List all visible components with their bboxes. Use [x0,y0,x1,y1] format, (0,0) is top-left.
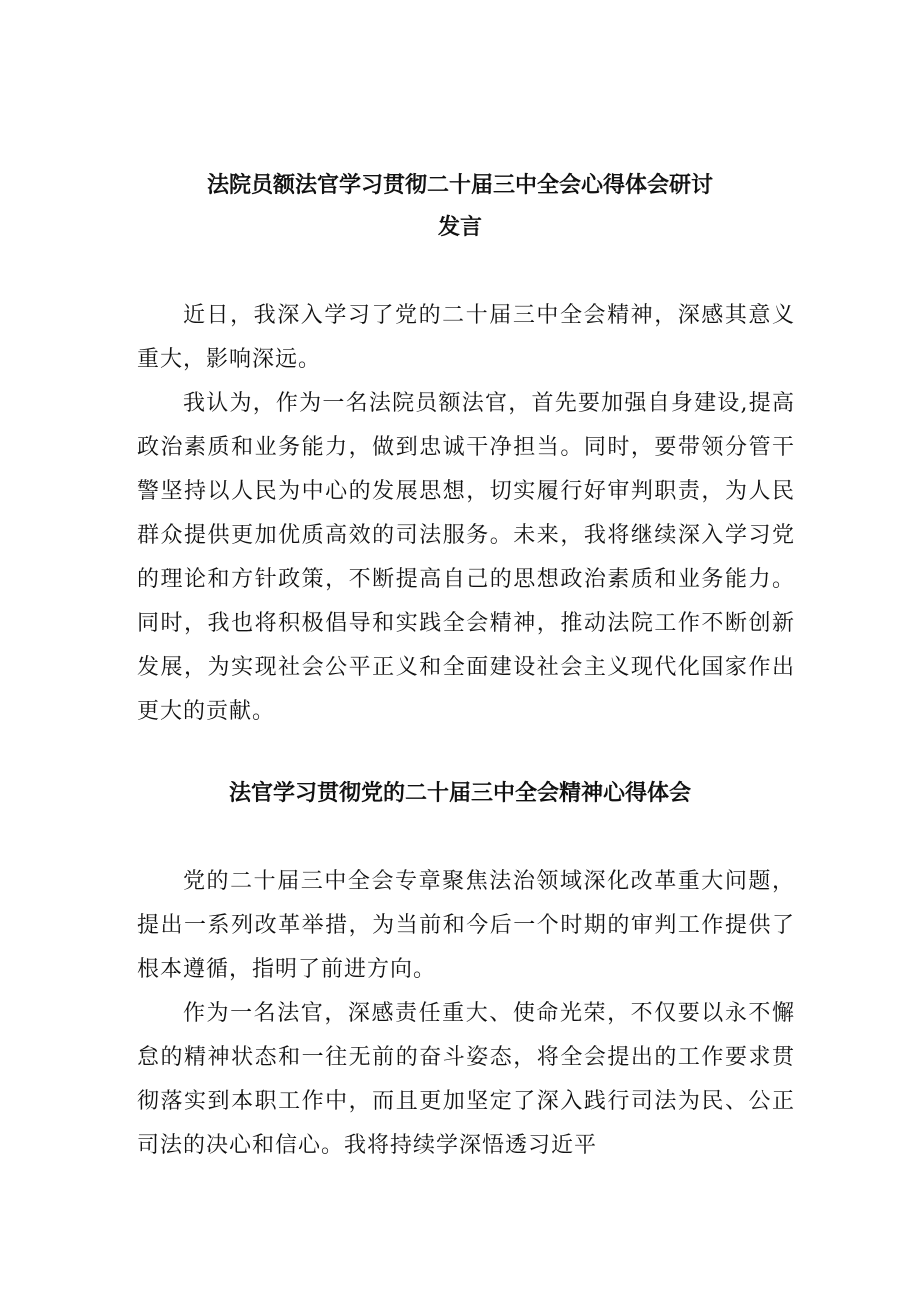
doc2-paragraph-2: 作为一名法官，深感责任重大、使命光荣，不仅要以永不懈怠的精神状态和一往无前的奋斗姿态，将全会提出的工作要求贯彻落实到本职工作中，而且更加坚定了深入践行司法为民、公正司法的决心和信心。我将持续学深悟透习近平 [137,1001,795,1158]
doc1-body [137,294,795,734]
doc1-paragraph-1: 近日，我深入学习了党的二十届三中全会精神，深感其意义重大，影响深远。 [137,303,795,372]
doc1-title-line1: 法院员额法官学习贯彻二十届三中全会心得体会研讨 [206,173,713,198]
doc2-body [137,860,795,1168]
doc1-paragraph-2: 我认为，作为一名法院员额法官，首先要加强自身建设,提高政治素质和业务能力，做到忠诚干净担当。同时，要带领分管干警坚持以人民为中心的发展思想，切实履行好审判职责，为人民群众提供更加优质高效的司法服务。未来，我将继续深入学习党的理论和方针政策，不断提高自己的思想政治素质和业务能力。同时，我也将积极倡导和实践全会精神，推动法院工作不断创新发展，为实现社会公平正义和全面建设社会主义现代化国家作出更大的贡献。 [137,391,795,724]
doc2-paragraph-1: 党的二十届三中全会专章聚焦法治领域深化改革重大问题，提出一系列改革举措，为当前和今后一个时期的审判工作提供了根本遵循，指明了前进方向。 [137,869,795,982]
doc2-title: 法官学习贯彻党的二十届三中全会精神心得体会 [228,781,691,806]
doc1-title-line2: 发言 [437,215,482,240]
